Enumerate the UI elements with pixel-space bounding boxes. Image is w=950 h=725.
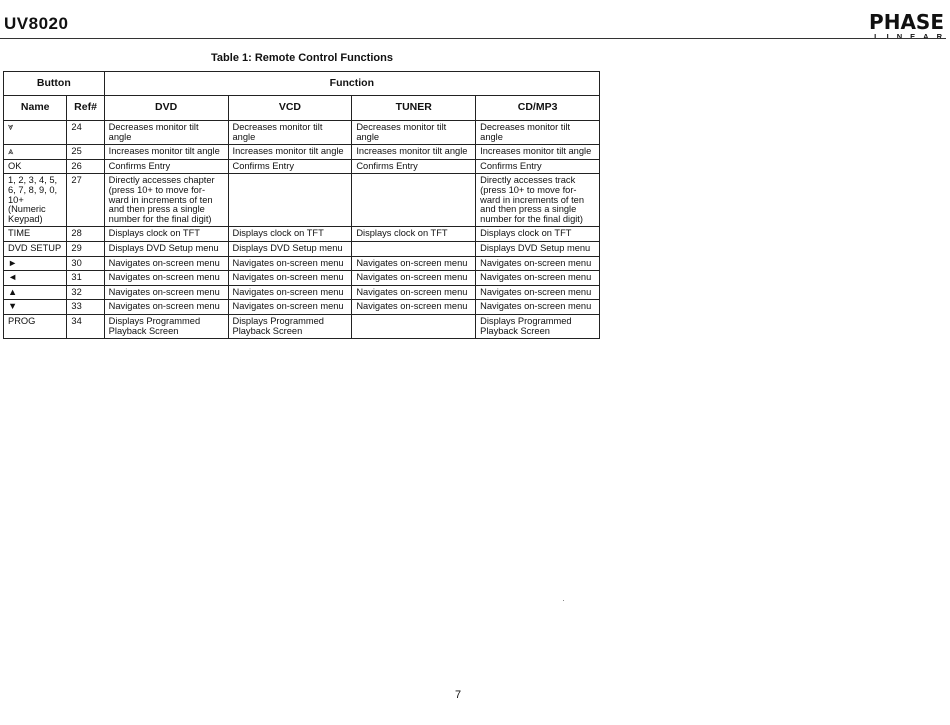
cell-ref: 29 [67, 241, 104, 256]
table-row [4, 145, 600, 160]
cell-dvd: Displays clock on TFT [104, 227, 228, 242]
cell-ref: 28 [67, 227, 104, 242]
cell-dvd: Displays DVD Setup menu [104, 241, 228, 256]
cell-name: ⩔ [4, 121, 67, 145]
table-row [4, 256, 600, 271]
table-row [4, 121, 600, 145]
cell-vcd: Confirms Entry [228, 159, 352, 174]
cell-tuner: Displays clock on TFT [352, 227, 476, 242]
column-header-tuner: TUNER [352, 96, 476, 121]
cell-dvd: Navigates on-screen menu [104, 271, 228, 286]
cell-ref: 25 [67, 145, 104, 160]
cell-tuner [352, 314, 476, 338]
logo-word: PHASE [869, 10, 944, 34]
group-header-button: Button [4, 72, 105, 96]
cell-name: ► [4, 256, 67, 271]
cell-ref: 24 [67, 121, 104, 145]
cell-cdmp3: Displays clock on TFT [476, 227, 600, 242]
table-row [4, 271, 600, 286]
cell-name: ▼ [4, 300, 67, 315]
cell-vcd: Navigates on-screen menu [228, 285, 352, 300]
cell-cdmp3: Decreases monitor tilt angle [476, 121, 600, 145]
cell-vcd: Displays DVD Setup menu [228, 241, 352, 256]
cell-name: PROG [4, 314, 67, 338]
cell-vcd: Decreases monitor tilt angle [228, 121, 352, 145]
cell-vcd [228, 174, 352, 227]
group-header-function: Function [104, 72, 599, 96]
cell-tuner: Navigates on-screen menu [352, 300, 476, 315]
cell-name: 1, 2, 3, 4, 5, 6, 7, 8, 9, 0, 10+ (Numeric Keypad) [4, 174, 67, 227]
cell-ref: 26 [67, 159, 104, 174]
cell-name: DVD SETUP [4, 241, 67, 256]
cell-ref: 32 [67, 285, 104, 300]
cell-dvd: Displays Programmed Playback Screen [104, 314, 228, 338]
cell-vcd: Navigates on-screen menu [228, 256, 352, 271]
scan-speck [563, 600, 564, 601]
column-header-dvd: DVD [104, 96, 228, 121]
cell-vcd: Displays clock on TFT [228, 227, 352, 242]
table-row [4, 285, 600, 300]
cell-dvd: Navigates on-screen menu [104, 256, 228, 271]
column-header-name: Name [4, 96, 67, 121]
cell-ref: 31 [67, 271, 104, 286]
cell-name: ⩓ [4, 145, 67, 160]
table-row [4, 227, 600, 242]
column-header-vcd: VCD [228, 96, 352, 121]
table-row [4, 300, 600, 315]
cell-tuner: Navigates on-screen menu [352, 285, 476, 300]
cell-cdmp3: Increases monitor tilt angle [476, 145, 600, 160]
cell-name: ◄ [4, 271, 67, 286]
remote-functions-table [3, 71, 600, 339]
cell-ref: 27 [67, 174, 104, 227]
cell-vcd: Navigates on-screen menu [228, 271, 352, 286]
cell-tuner [352, 174, 476, 227]
cell-ref: 30 [67, 256, 104, 271]
cell-vcd: Displays Programmed Playback Screen [228, 314, 352, 338]
cell-tuner: Decreases monitor tilt angle [352, 121, 476, 145]
cell-dvd: Increases monitor tilt angle [104, 145, 228, 160]
table-row [4, 159, 600, 174]
cell-name: TIME [4, 227, 67, 242]
cell-cdmp3: Navigates on-screen menu [476, 300, 600, 315]
cell-tuner [352, 241, 476, 256]
cell-cdmp3: Navigates on-screen menu [476, 271, 600, 286]
table-row [4, 241, 600, 256]
header-divider [0, 38, 946, 39]
cell-name: OK [4, 159, 67, 174]
cell-dvd: Decreases monitor tilt angle [104, 121, 228, 145]
cell-tuner: Confirms Entry [352, 159, 476, 174]
page-number: 7 [455, 689, 462, 701]
cell-cdmp3: Displays Programmed Playback Screen [476, 314, 600, 338]
cell-tuner: Increases monitor tilt angle [352, 145, 476, 160]
cell-name: ▲ [4, 285, 67, 300]
cell-vcd: Navigates on-screen menu [228, 300, 352, 315]
table-row [4, 314, 600, 338]
cell-dvd: Navigates on-screen menu [104, 285, 228, 300]
cell-dvd: Confirms Entry [104, 159, 228, 174]
cell-cdmp3: Navigates on-screen menu [476, 285, 600, 300]
column-header-cdmp3: CD/MP3 [476, 96, 600, 121]
cell-ref: 33 [67, 300, 104, 315]
cell-cdmp3: Confirms Entry [476, 159, 600, 174]
document-title: UV8020 [4, 14, 69, 33]
cell-tuner: Navigates on-screen menu [352, 271, 476, 286]
cell-cdmp3: Navigates on-screen menu [476, 256, 600, 271]
logo-sub: LINEAR [874, 32, 950, 41]
cell-cdmp3: Directly accesses track (press 10+ to move for-ward in increments of ten and then press a single number for the final digit) [476, 174, 600, 227]
cell-dvd: Directly accesses chapter (press 10+ to move for-ward in increments of ten and then press a single number for the final digit) [104, 174, 228, 227]
cell-cdmp3: Displays DVD Setup menu [476, 241, 600, 256]
column-header-ref: Ref# [67, 96, 104, 121]
table-row [4, 174, 600, 227]
cell-ref: 34 [67, 314, 104, 338]
cell-vcd: Increases monitor tilt angle [228, 145, 352, 160]
cell-dvd: Navigates on-screen menu [104, 300, 228, 315]
cell-tuner: Navigates on-screen menu [352, 256, 476, 271]
table-caption: Table 1: Remote Control Functions [211, 52, 393, 64]
